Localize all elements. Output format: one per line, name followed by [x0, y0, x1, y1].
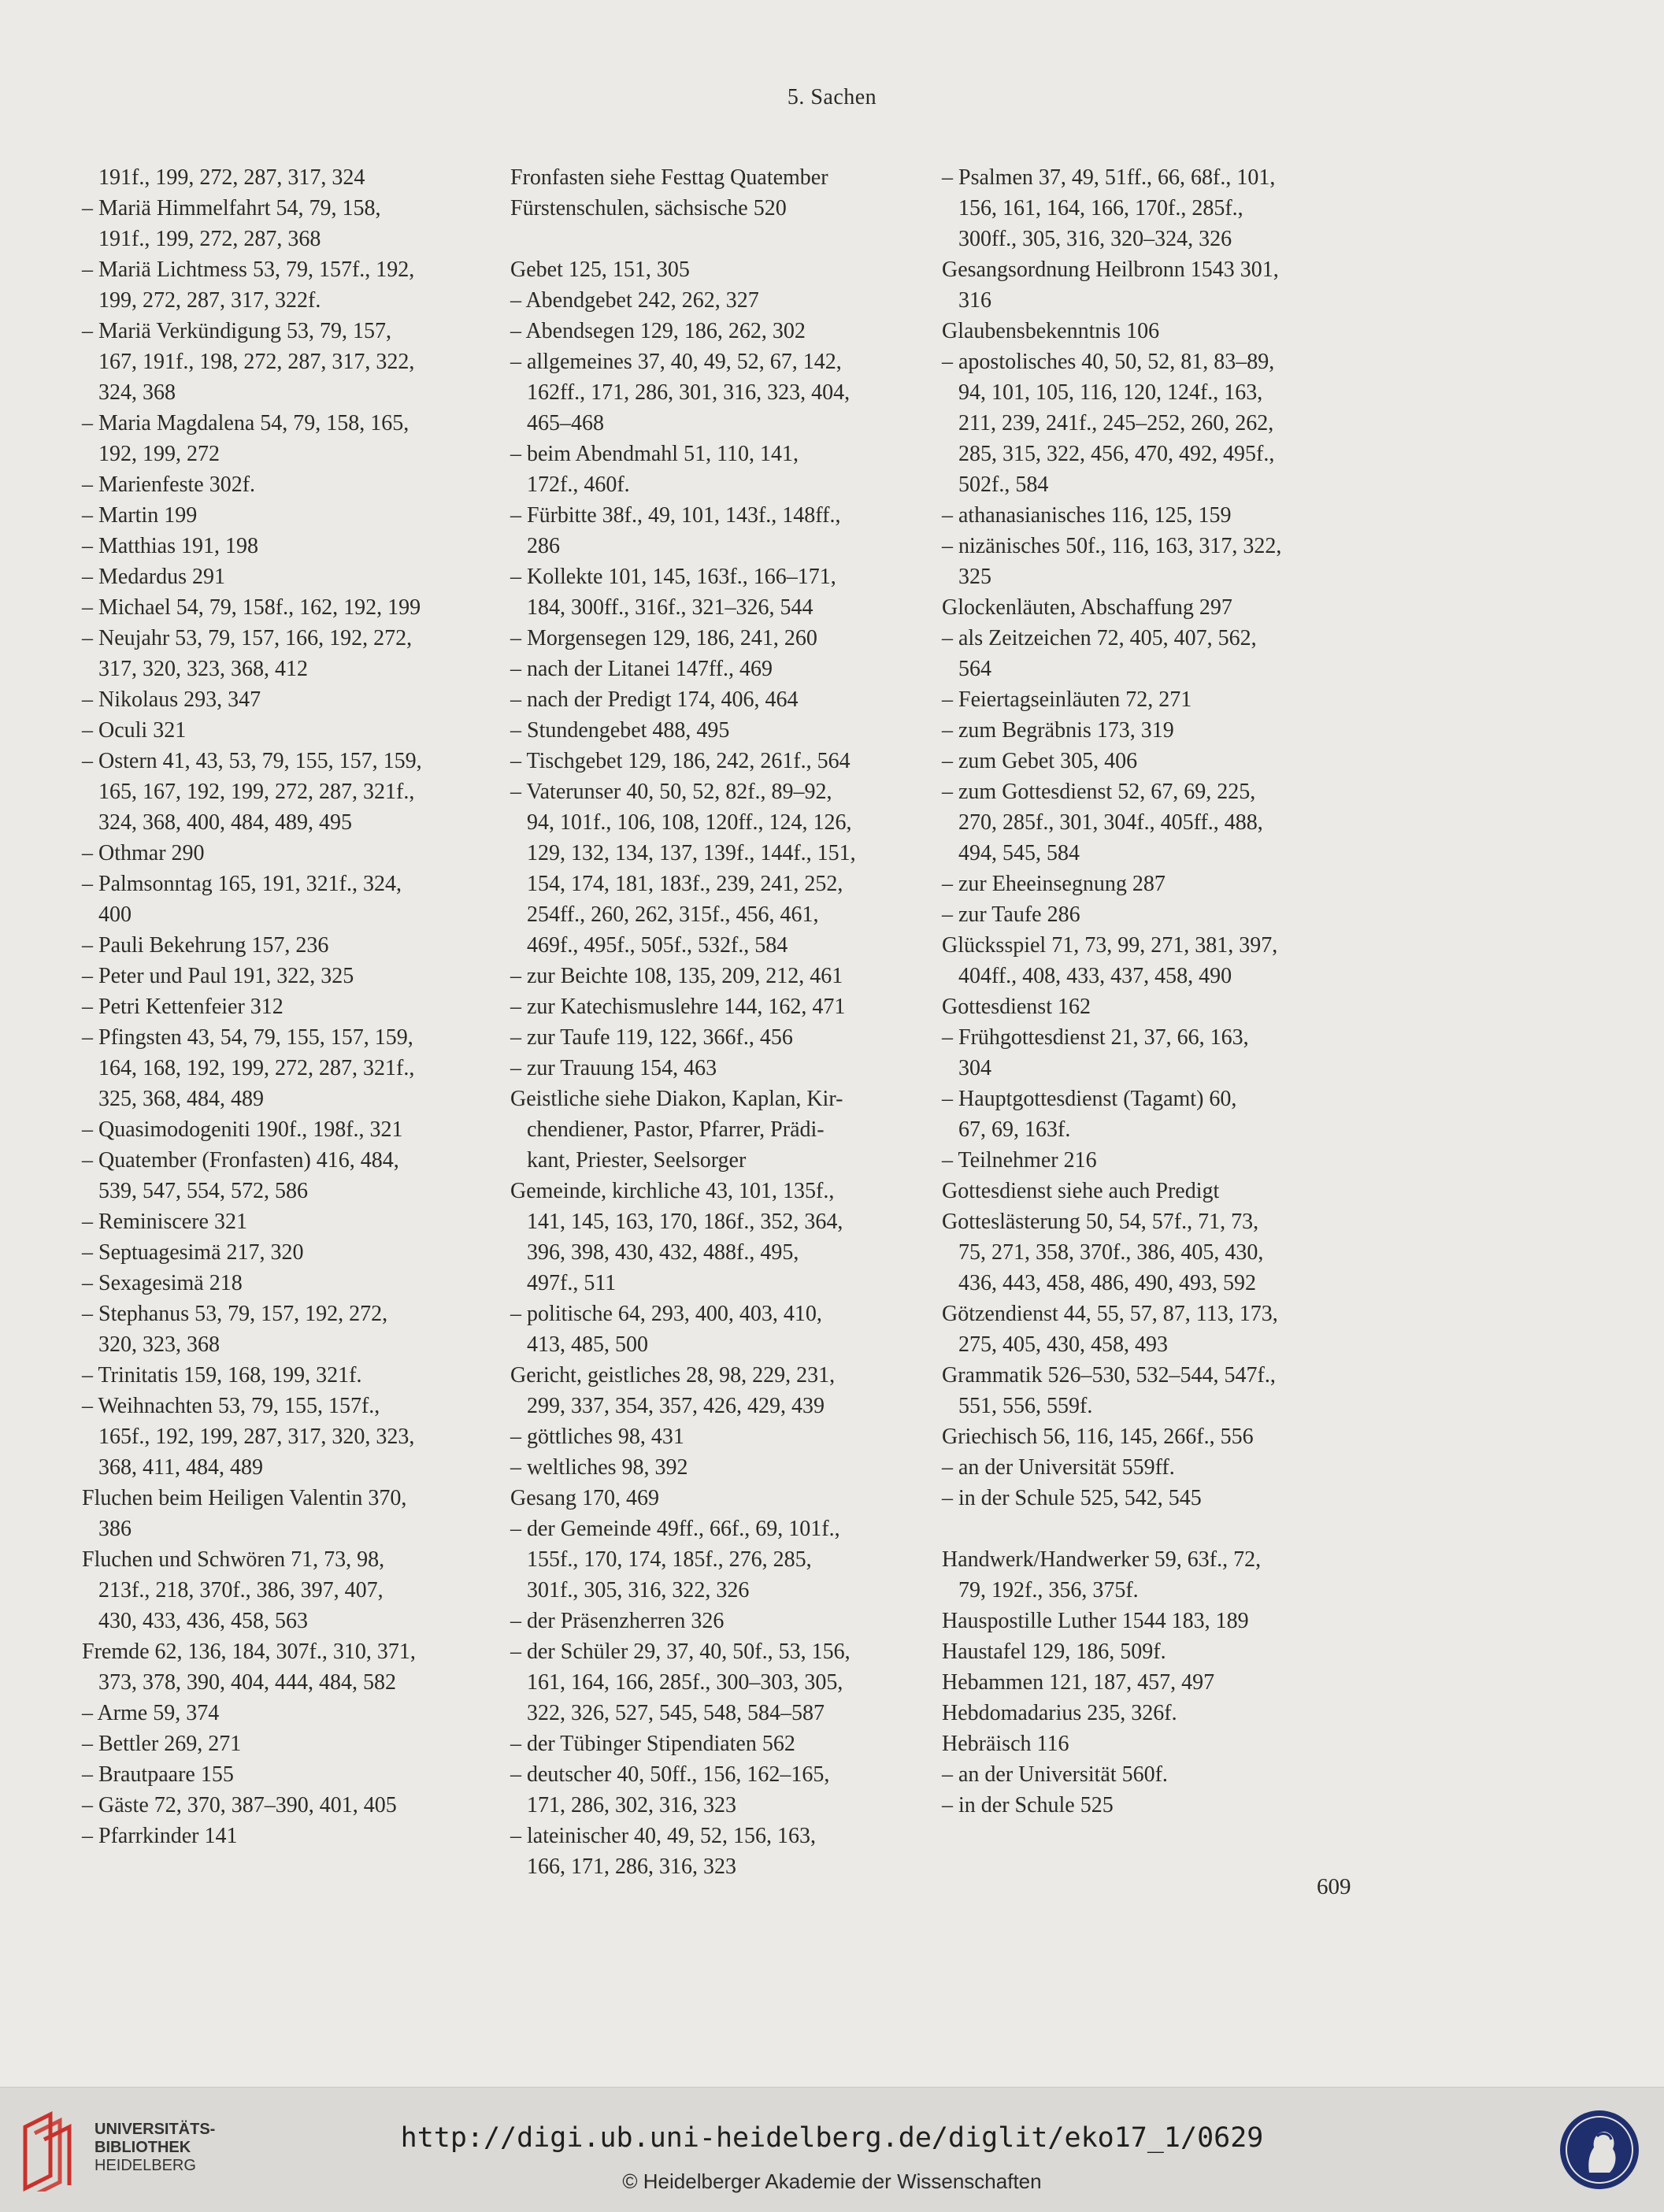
index-line: 320, 323, 368	[82, 1332, 220, 1357]
running-head: 5. Sachen	[787, 85, 877, 109]
index-line: – Tischgebet 129, 186, 242, 261f., 564	[510, 749, 851, 773]
index-line: 317, 320, 323, 368, 412	[82, 657, 308, 681]
index-line: 404ff., 408, 433, 437, 458, 490	[942, 964, 1232, 988]
index-line: 301f., 305, 316, 322, 326	[510, 1578, 750, 1602]
index-line: Gesangsordnung Heilbronn 1543 301,	[942, 258, 1279, 282]
index-line: – Fürbitte 38f., 49, 101, 143f., 148ff.,	[510, 503, 841, 528]
index-line: 155f., 170, 174, 185f., 276, 285,	[510, 1547, 812, 1572]
index-line: 494, 545, 584	[942, 841, 1080, 865]
index-line: 165f., 192, 199, 287, 317, 320, 323,	[82, 1425, 415, 1449]
index-line: 192, 199, 272	[82, 442, 220, 466]
index-line: 368, 411, 484, 489	[82, 1455, 263, 1480]
index-line: – Oculi 321	[82, 718, 187, 743]
index-line: – Trinitatis 159, 168, 199, 321f.	[82, 1363, 362, 1388]
index-line: 270, 285f., 301, 304f., 405ff., 488,	[942, 810, 1263, 835]
index-line: 400	[82, 902, 132, 927]
index-line: – zur Eheeinsegnung 287	[942, 872, 1166, 896]
index-line: Fluchen und Schwören 71, 73, 98,	[82, 1547, 385, 1572]
index-line: – Abendgebet 242, 262, 327	[510, 288, 759, 313]
index-line: 396, 398, 430, 432, 488f., 495,	[510, 1240, 799, 1265]
index-line: – Mariä Verkündigung 53, 79, 157,	[82, 319, 391, 343]
index-line: – nach der Litanei 147ff., 469	[510, 657, 773, 681]
index-line: Gericht, geistliches 28, 98, 229, 231,	[510, 1363, 836, 1388]
index-line: 184, 300ff., 316f., 321–326, 544	[510, 595, 813, 620]
index-line: – athanasianisches 116, 125, 159	[942, 503, 1232, 528]
index-line: – Mariä Himmelfahrt 54, 79, 158,	[82, 196, 381, 220]
index-line: 436, 443, 458, 486, 490, 493, 592	[942, 1271, 1256, 1295]
page-number: 609	[1317, 1874, 1351, 1899]
index-line: – Teilnehmer 216	[942, 1148, 1097, 1173]
index-line: – göttliches 98, 431	[510, 1425, 684, 1449]
index-line: – Septuagesimä 217, 320	[82, 1240, 304, 1265]
index-line: – allgemeines 37, 40, 49, 52, 67, 142,	[510, 350, 842, 374]
index-line: Haustafel 129, 186, 509f.	[942, 1640, 1166, 1664]
index-line: – zum Gebet 305, 406	[942, 749, 1138, 773]
index-line: 386	[82, 1517, 132, 1541]
index-line: – Petri Kettenfeier 312	[82, 995, 284, 1019]
index-line: – nach der Predigt 174, 406, 464	[510, 687, 799, 712]
index-line: – zum Gottesdienst 52, 67, 69, 225,	[942, 780, 1256, 804]
blank-line	[510, 224, 936, 254]
index-line: – Palmsonntag 165, 191, 321f., 324,	[82, 872, 402, 896]
index-line: 129, 132, 134, 137, 139f., 144f., 151,	[510, 841, 856, 865]
index-line: 275, 405, 430, 458, 493	[942, 1332, 1168, 1357]
index-line: – Maria Magdalena 54, 79, 158, 165,	[82, 411, 410, 435]
index-line: – Reminiscere 321	[82, 1210, 247, 1234]
index-line: 299, 337, 354, 357, 426, 429, 439	[510, 1394, 825, 1418]
index-line: Hauspostille Luther 1544 183, 189	[942, 1609, 1249, 1633]
index-line: 94, 101f., 106, 108, 120ff., 124, 126,	[510, 810, 852, 835]
index-line: 156, 161, 164, 166, 170f., 285f.,	[942, 196, 1243, 220]
index-line: – Hauptgottesdienst (Tagamt) 60,	[942, 1087, 1237, 1111]
index-line: Gemeinde, kirchliche 43, 101, 135f.,	[510, 1179, 835, 1203]
index-line: Grammatik 526–530, 532–544, 547f.,	[942, 1363, 1276, 1388]
index-line: 373, 378, 390, 404, 444, 484, 582	[82, 1670, 396, 1695]
index-line: kant, Priester, Seelsorger	[510, 1148, 747, 1173]
index-line: Gottesdienst siehe auch Predigt	[942, 1179, 1220, 1203]
index-line: 551, 556, 559f.	[942, 1394, 1093, 1418]
index-line: – Brautpaare 155	[82, 1762, 234, 1787]
index-line: 79, 192f., 356, 375f.	[942, 1578, 1139, 1602]
index-column-1	[82, 162, 507, 1851]
index-line: 211, 239, 241f., 245–252, 260, 262,	[942, 411, 1274, 435]
index-line: 497f., 511	[510, 1271, 617, 1295]
index-line: 67, 69, 163f.	[942, 1117, 1071, 1142]
index-line: Gesang 170, 469	[510, 1486, 659, 1510]
index-line: – Vaterunser 40, 50, 52, 82f., 89–92,	[510, 780, 832, 804]
index-line: – politische 64, 293, 400, 403, 410,	[510, 1302, 822, 1326]
index-line: Hebdomadarius 235, 326f.	[942, 1701, 1177, 1725]
index-column-3	[942, 162, 1383, 1821]
index-line: – Abendsegen 129, 186, 262, 302	[510, 319, 806, 343]
index-line: 469f., 495f., 505f., 532f., 584	[510, 933, 788, 958]
index-line: – beim Abendmahl 51, 110, 141,	[510, 442, 799, 466]
library-name-line: BIBLIOTHEK	[95, 2139, 191, 2156]
index-line: chendiener, Pastor, Pfarrer, Prädi-	[510, 1117, 825, 1142]
index-line: – Ostern 41, 43, 53, 79, 155, 157, 159,	[82, 749, 422, 773]
index-line: – zum Begräbnis 173, 319	[942, 718, 1174, 743]
index-line: 304	[942, 1056, 991, 1080]
index-line: Hebammen 121, 187, 457, 497	[942, 1670, 1215, 1695]
index-line: – Arme 59, 374	[82, 1701, 220, 1725]
index-line: Handwerk/Handwerker 59, 63f., 72,	[942, 1547, 1262, 1572]
index-line: 94, 101, 105, 116, 120, 124f., 163,	[942, 380, 1263, 405]
index-line: – Frühgottesdienst 21, 37, 66, 163,	[942, 1025, 1249, 1050]
index-line: – Pfingsten 43, 54, 79, 155, 157, 159,	[82, 1025, 413, 1050]
index-line: – Marienfeste 302f.	[82, 472, 256, 497]
index-line: – Morgensegen 129, 186, 241, 260	[510, 626, 817, 650]
index-line: – Othmar 290	[82, 841, 205, 865]
index-line: – Feiertagseinläuten 72, 271	[942, 687, 1192, 712]
index-line: – Matthias 191, 198	[82, 534, 258, 558]
index-line: 502f., 584	[942, 472, 1049, 497]
index-line: 564	[942, 657, 991, 681]
blank-line	[942, 1514, 1383, 1544]
index-line: 254ff., 260, 262, 315f., 456, 461,	[510, 902, 819, 927]
index-line: – weltliches 98, 392	[510, 1455, 688, 1480]
library-name-line: HEIDELBERG	[95, 2157, 196, 2174]
index-line: Griechisch 56, 116, 145, 266f., 556	[942, 1425, 1254, 1449]
index-line: 322, 326, 527, 545, 548, 584–587	[510, 1701, 825, 1725]
index-line: 199, 272, 287, 317, 322f.	[82, 288, 321, 313]
index-line: 539, 547, 554, 572, 586	[82, 1179, 308, 1203]
index-line: – der Tübinger Stipendiaten 562	[510, 1732, 795, 1756]
index-line: – Stundengebet 488, 495	[510, 718, 730, 743]
index-line: Fürstenschulen, sächsische 520	[510, 196, 787, 220]
index-line: 165, 167, 192, 199, 272, 287, 321f.,	[82, 780, 415, 804]
index-line: 171, 286, 302, 316, 323	[510, 1793, 736, 1817]
index-line: – deutscher 40, 50ff., 156, 162–165,	[510, 1762, 830, 1787]
index-line: 465–468	[510, 411, 604, 435]
index-line: – in der Schule 525, 542, 545	[942, 1486, 1202, 1510]
index-line: Hebräisch 116	[942, 1732, 1069, 1756]
copyright-notice: © Heidelberger Akademie der Wissenschaften	[622, 2169, 1042, 2193]
index-line: – zur Taufe 119, 122, 366f., 456	[510, 1025, 793, 1050]
index-line: Gottesdienst 162	[942, 995, 1091, 1019]
index-line: 191f., 199, 272, 287, 317, 324	[82, 165, 365, 190]
index-line: – in der Schule 525	[942, 1793, 1114, 1817]
index-line: – Nikolaus 293, 347	[82, 687, 261, 712]
index-line: 316	[942, 288, 991, 313]
index-line: 430, 433, 436, 458, 563	[82, 1609, 308, 1633]
index-line: 75, 271, 358, 370f., 386, 405, 430,	[942, 1240, 1264, 1265]
index-line: – Martin 199	[82, 503, 198, 528]
index-line: – Peter und Paul 191, 322, 325	[82, 964, 354, 988]
index-line: 167, 191f., 198, 272, 287, 317, 322,	[82, 350, 415, 374]
index-line: Götzendienst 44, 55, 57, 87, 113, 173,	[942, 1302, 1278, 1326]
index-line: – Kollekte 101, 145, 163f., 166–171,	[510, 565, 836, 589]
index-line: – Pfarrkinder 141	[82, 1824, 238, 1848]
index-line: 413, 485, 500	[510, 1332, 648, 1357]
index-line: 324, 368	[82, 380, 176, 405]
index-line: 285, 315, 322, 456, 470, 492, 495f.,	[942, 442, 1275, 466]
index-line: – Michael 54, 79, 158f., 162, 192, 199	[82, 595, 421, 620]
index-line: – zur Trauung 154, 463	[510, 1056, 717, 1080]
library-name-line: UNIVERSITÄTS-	[95, 2121, 216, 2138]
index-line: – nizänisches 50f., 116, 163, 317, 322,	[942, 534, 1282, 558]
index-line: Glockenläuten, Abschaffung 297	[942, 595, 1232, 620]
index-line: – Psalmen 37, 49, 51ff., 66, 68f., 101,	[942, 165, 1276, 190]
index-line: 161, 164, 166, 285f., 300–303, 305,	[510, 1670, 843, 1695]
index-line: 191f., 199, 272, 287, 368	[82, 227, 321, 251]
index-line: – Neujahr 53, 79, 157, 166, 192, 272,	[82, 626, 413, 650]
index-line: 164, 168, 192, 199, 272, 287, 321f.,	[82, 1056, 415, 1080]
index-line: Fronfasten siehe Festtag Quatember	[510, 165, 828, 190]
index-line: – apostolisches 40, 50, 52, 81, 83–89,	[942, 350, 1275, 374]
index-line: 154, 174, 181, 183f., 239, 241, 252,	[510, 872, 843, 896]
index-line: 213f., 218, 370f., 386, 397, 407,	[82, 1578, 384, 1602]
index-line: – Quasimodogeniti 190f., 198f., 321	[82, 1117, 403, 1142]
index-line: – Weihnachten 53, 79, 155, 157f.,	[82, 1394, 380, 1418]
index-line: – Medardus 291	[82, 565, 225, 589]
index-line: – zur Taufe 286	[942, 902, 1080, 927]
index-line: – Stephanus 53, 79, 157, 192, 272,	[82, 1302, 388, 1326]
index-line: 325, 368, 484, 489	[82, 1087, 264, 1111]
index-line: Glücksspiel 71, 73, 99, 271, 381, 397,	[942, 933, 1278, 958]
index-line: 162ff., 171, 286, 301, 316, 323, 404,	[510, 380, 851, 405]
index-line: – der Präsenzherren 326	[510, 1609, 725, 1633]
index-line: Fremde 62, 136, 184, 307f., 310, 371,	[82, 1640, 416, 1664]
index-line: – an der Universität 560f.	[942, 1762, 1168, 1787]
index-line: – der Gemeinde 49ff., 66f., 69, 101f.,	[510, 1517, 840, 1541]
index-line: – Bettler 269, 271	[82, 1732, 242, 1756]
index-line: 324, 368, 400, 484, 489, 495	[82, 810, 352, 835]
index-line: 300ff., 305, 316, 320–324, 326	[942, 227, 1232, 251]
index-line: – lateinischer 40, 49, 52, 156, 163,	[510, 1824, 817, 1848]
index-line: 325	[942, 565, 991, 589]
index-line: – Pauli Bekehrung 157, 236	[82, 933, 329, 958]
permalink-url[interactable]: http://digi.ub.uni-heidelberg.de/diglit/eko17_1/0629	[400, 2122, 1264, 2154]
index-line: Gebet 125, 151, 305	[510, 258, 690, 282]
index-line: 141, 145, 163, 170, 186f., 352, 364,	[510, 1210, 843, 1234]
index-line: – zur Katechismuslehre 144, 162, 471	[510, 995, 846, 1019]
index-line: – Sexagesimä 218	[82, 1271, 243, 1295]
index-line: – Quatember (Fronfasten) 416, 484,	[82, 1148, 399, 1173]
index-line: 172f., 460f.	[510, 472, 630, 497]
index-line: Geistliche siehe Diakon, Kaplan, Kir-	[510, 1087, 843, 1111]
index-line: – zur Beichte 108, 135, 209, 212, 461	[510, 964, 843, 988]
index-line: – Mariä Lichtmess 53, 79, 157f., 192,	[82, 258, 415, 282]
index-line: – an der Universität 559ff.	[942, 1455, 1175, 1480]
index-line: – Gäste 72, 370, 387–390, 401, 405	[82, 1793, 397, 1817]
index-line: 166, 171, 286, 316, 323	[510, 1854, 736, 1879]
viewer-footer	[0, 2087, 1664, 2212]
index-line: Gotteslästerung 50, 54, 57f., 71, 73,	[942, 1210, 1259, 1234]
academy-seal-icon	[1558, 2108, 1641, 2192]
index-line: – als Zeitzeichen 72, 405, 407, 562,	[942, 626, 1257, 650]
index-line: – der Schüler 29, 37, 40, 50f., 53, 156,	[510, 1640, 851, 1664]
index-column-2	[510, 162, 936, 1882]
index-line: Glaubensbekenntnis 106	[942, 319, 1160, 343]
index-line: 286	[510, 534, 560, 558]
index-line: Fluchen beim Heiligen Valentin 370,	[82, 1486, 407, 1510]
